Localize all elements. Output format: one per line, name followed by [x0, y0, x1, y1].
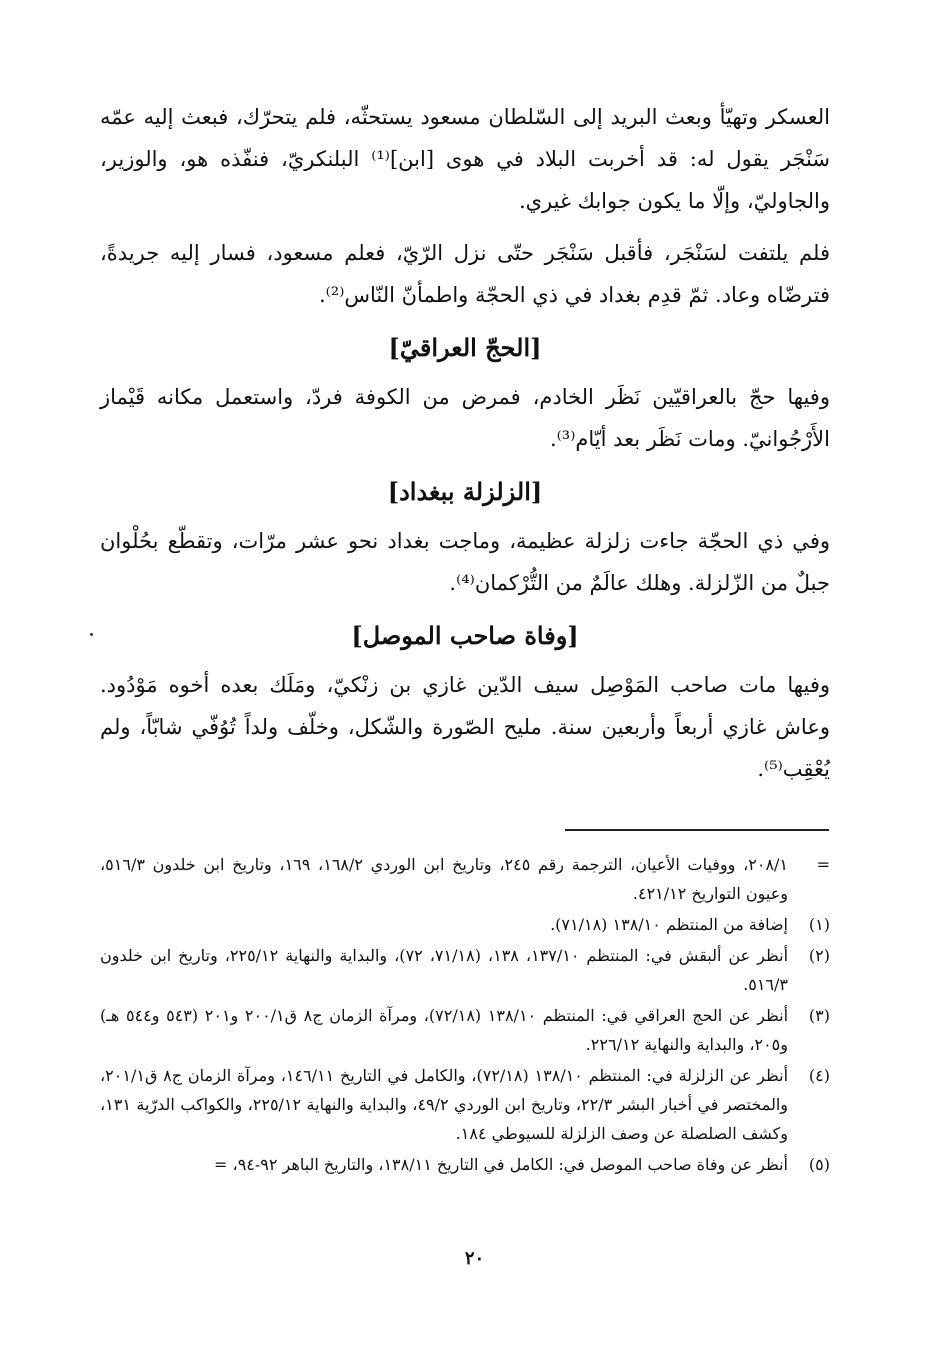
footnote-text: إضافة من المنتظم ١٣٨/١٠ (٧١/١٨).	[550, 915, 788, 934]
footnote-number: (٢)	[808, 946, 830, 965]
footnote-text: أنظر عن الحج العراقي في: المنتظم ١٣٨/١٠ (٧٢/١٨)، ومرآة الزمان ج٨ ق٢٠٠/١ و٢٠١ (٥٤٣ و٥٤٤ هـ) و٢٠٥، والبداية والنهاية ٢٢٦/١٢.	[100, 1006, 789, 1054]
page-number: ٢٠	[464, 1248, 485, 1269]
footnote-text: ٢٠٨/١، ووفيات الأعيان، الترجمة رقم ٢٤٥، وتاريخ ابن الوردي ١٦٨/٢، ١٦٩، وتاريخ ابن خلدون ٥١٦/٣، وعيون التواريخ ٤٢١/١٢.	[100, 855, 789, 903]
main-text	[100, 96, 830, 800]
footnote-number: (٤)	[808, 1066, 830, 1085]
paragraph: العسكر وتهيّأ وبعث البريد إلى السّلطان مسعود يستحثّه، فلم يتحرّك، فبعث إليه عمّه سَنْجَر يقول له: قد أخربت البلاد في هوى [ابن]⁽¹⁾ البلنكريّ، فنفّذه هو، والوزير، والجاوليّ، وإلّا ما يكون جوابك غيري.	[100, 105, 830, 213]
footnote-text: أنظر عن الزلزلة في: المنتظم ١٣٨/١٠ (٧٢/١٨)، والكامل في التاريخ ١٤٦/١١، ومرآة الزمان ج٨ ق٢٠١/١، والمختصر في أخبار البشر ٢٢/٣، وتاريخ ابن الوردي ٤٩/٢، والبداية والنهاية ٢٢٥/١٢، والكواكب الدرّية ١٣١، وكشف الصلصلة عن وصف الزلزلة للسيوطي ١٨٤.	[100, 1066, 789, 1143]
footnote-separator	[565, 829, 829, 831]
footnote-number: =	[816, 855, 830, 874]
footnote	[100, 1001, 830, 1059]
footnotes	[100, 850, 830, 1181]
footnote	[100, 941, 830, 999]
speck	[90, 633, 93, 636]
footnote-number: (٣)	[808, 1006, 830, 1025]
section-heading: [وفاة صاحب الموصل]	[351, 621, 579, 650]
paragraph: وفيها حجّ بالعراقيّين نَظَر الخادم، فمرض من الكوفة فردّ، واستعمل مكانه قَيْماز الأَرْجُوانيّ. ومات نَظَر بعد أيّام⁽³⁾.	[100, 385, 830, 451]
footnote	[100, 1150, 830, 1179]
footnote	[100, 850, 830, 908]
paragraph: وفي ذي الحجّة جاءت زلزلة عظيمة، وماجت بغداد نحو عشر مرّات، وتقطّع بحُلْوان جبلٌ من الزّلزلة. وهلك عالَمٌ من التُّرْكمان⁽⁴⁾.	[100, 529, 830, 595]
section-heading: [الزلزلة ببغداد]	[387, 477, 543, 506]
paragraph: وفيها مات صاحب المَوْصِل سيف الدّين غازي بن زنْكيّ، ومَلَك بعده أخوه مَوْدُود. وعاش غازي أربعاً وأربعين سنة. مليح الصّورة والشّكل، وخلّف ولداً تُوُفّي شابّاً، ولم يُعْقِب⁽⁵⁾.	[100, 673, 830, 781]
footnote	[100, 1061, 830, 1148]
footnote-text: أنظر عن وفاة صاحب الموصل في: الكامل في التاريخ ١٣٨/١١، والتاريخ الباهر ٩٢-٩٤، =	[214, 1155, 788, 1174]
footnote-number: (٥)	[808, 1155, 830, 1174]
footnote-text: أنظر عن ألبقش في: المنتظم ١٣٧/١٠، ١٣٨، (٧١/١٨، ٧٢)، والبداية والنهاية ٢٢٥/١٢، وتاريخ ابن خلدون ٥١٦/٣.	[100, 946, 789, 994]
section-heading: [الحجّ العراقيّ]	[388, 333, 542, 362]
paragraph: فلم يلتفت لسَنْجَر، فأقبل سَنْجَر حتّى نزل الرّيّ، فعلم مسعود، فسار إليه جريدةً، فترضّاه وعاد. ثمّ قدِم بغداد في ذي الحجّة واطمأنّ النّاس⁽²⁾.	[100, 241, 830, 307]
footnote-number: (١)	[808, 915, 830, 934]
footnote	[100, 910, 830, 939]
